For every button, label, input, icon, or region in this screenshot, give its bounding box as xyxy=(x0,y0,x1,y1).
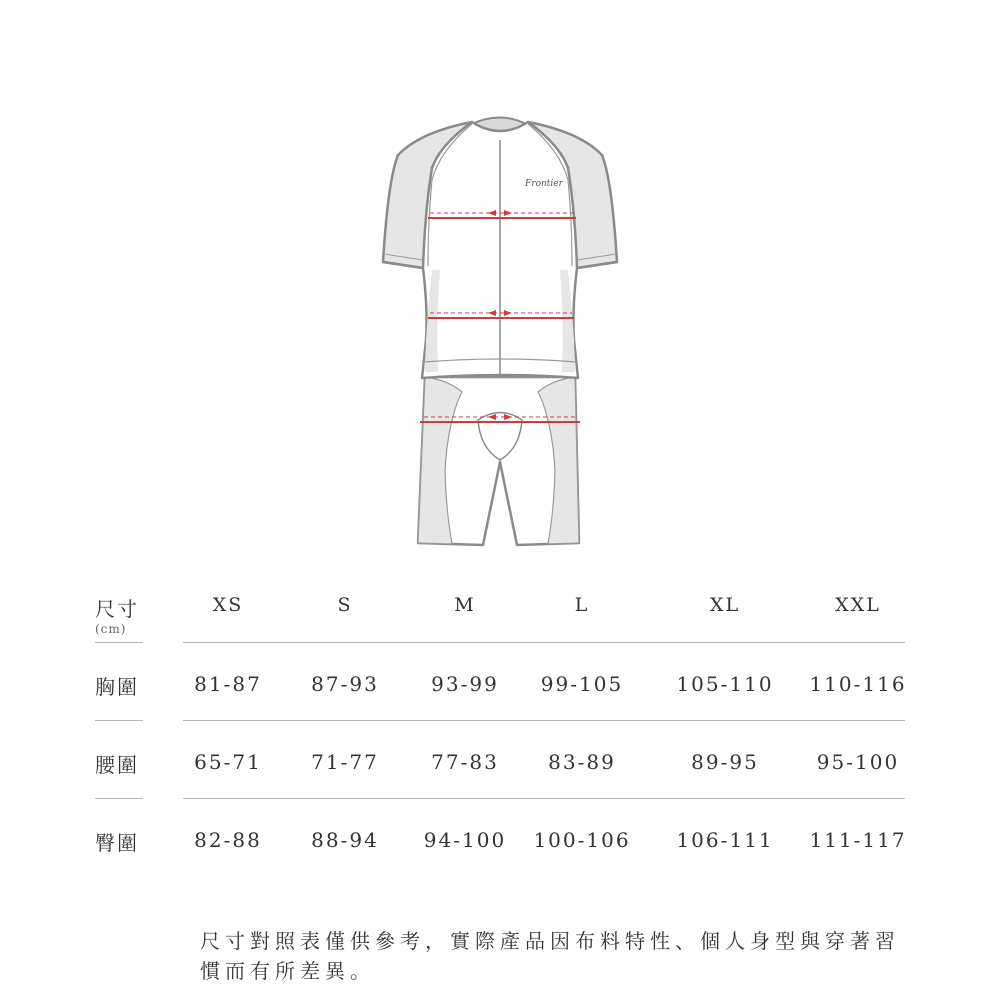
size-m: M xyxy=(454,594,476,616)
table-cell: 81-87 xyxy=(194,672,262,696)
size-disclaimer: 尺寸對照表僅供參考，實際產品因布料特性、個人身型與穿著習慣而有所差異。 xyxy=(200,929,900,983)
table-cell: 94-100 xyxy=(423,828,507,852)
table-cell: 71-77 xyxy=(311,750,379,774)
table-cell: 77-83 xyxy=(431,750,499,774)
hip-label: 臀圍 xyxy=(95,831,139,855)
hip-row xyxy=(95,799,905,877)
size-header-row xyxy=(95,585,905,643)
table-cell: 105-110 xyxy=(676,672,774,696)
unit-label: (cm) xyxy=(95,622,127,636)
table-cell: 111-117 xyxy=(809,828,907,852)
size-header-label: 尺寸 xyxy=(95,597,139,621)
waist-row xyxy=(95,721,905,799)
table-cell: 82-88 xyxy=(194,828,262,852)
table-cell: 95-100 xyxy=(816,750,900,774)
table-cell: 106-111 xyxy=(676,828,774,852)
skinsuit-illustration xyxy=(370,110,650,555)
table-cell: 93-99 xyxy=(431,672,499,696)
table-cell: 110-116 xyxy=(809,672,907,696)
chest-row xyxy=(95,643,905,721)
brand-logo: Frontier xyxy=(525,179,563,189)
size-xl: XL xyxy=(709,594,741,616)
size-xs: XS xyxy=(212,594,244,616)
chest-label: 胸圍 xyxy=(95,675,139,699)
garment-body xyxy=(383,118,617,546)
size-l: L xyxy=(574,594,590,616)
size-s: S xyxy=(337,594,353,616)
table-cell: 83-89 xyxy=(548,750,616,774)
table-cell: 99-105 xyxy=(540,672,624,696)
table-cell: 65-71 xyxy=(194,750,262,774)
table-cell: 88-94 xyxy=(311,828,379,852)
table-cell: 89-95 xyxy=(691,750,759,774)
waist-label: 腰圍 xyxy=(95,753,139,777)
size-xxl: XXL xyxy=(835,594,881,616)
table-cell: 87-93 xyxy=(311,672,379,696)
table-cell: 100-106 xyxy=(533,828,631,852)
size-table xyxy=(95,585,905,877)
